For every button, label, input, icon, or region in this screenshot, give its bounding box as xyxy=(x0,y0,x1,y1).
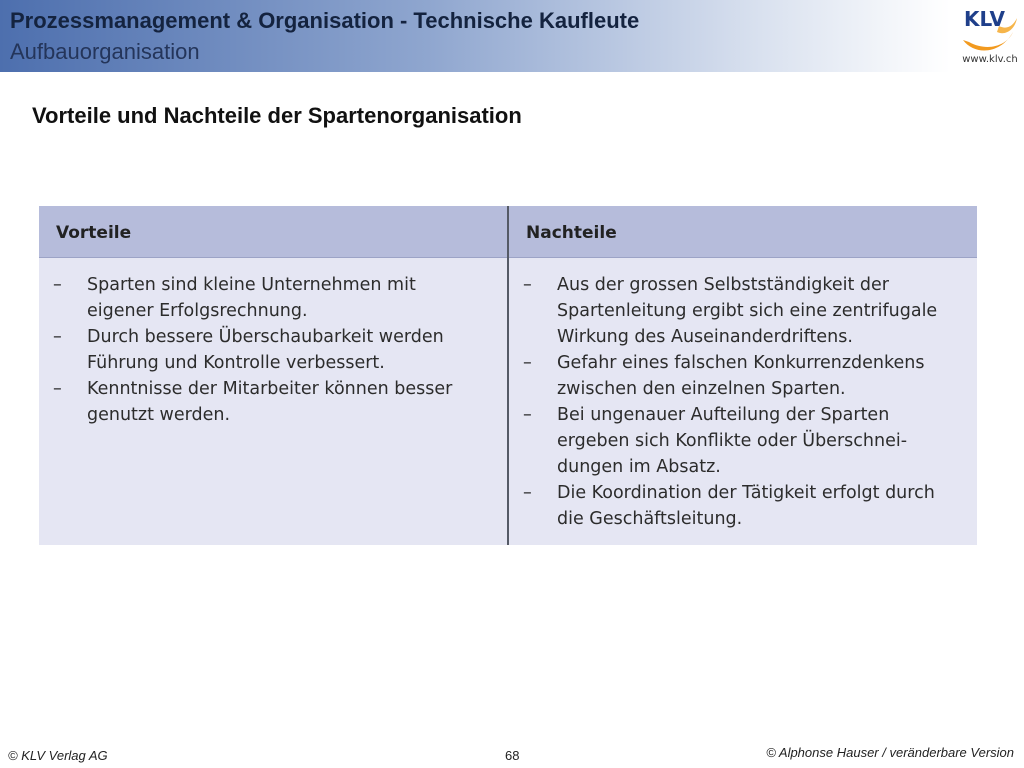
list-item-text: Bei ungenauer Aufteilung der Sparten ergeben sich Konflikte oder Überschnei- dungen im Absatz. xyxy=(557,405,908,477)
logo-url: www.klv.ch xyxy=(962,54,1018,65)
list-item xyxy=(523,272,973,350)
list-item xyxy=(523,402,973,480)
footer-author: © Alphonse Hauser / veränderbare Version xyxy=(766,745,1014,760)
advantages-disadvantages-table xyxy=(39,206,977,545)
vorteile-list xyxy=(53,272,501,428)
dash-bullet: – xyxy=(53,379,62,399)
header-subtitle: Aufbauorganisation xyxy=(10,39,200,64)
dash-bullet: – xyxy=(523,483,532,503)
list-item-text: Kenntnisse der Mitarbeiter können besser genutzt werden. xyxy=(87,379,453,425)
list-item-text: Durch bessere Überschaubarkeit werden Führung und Kontrolle verbessert. xyxy=(87,327,444,373)
klv-logo-graphic xyxy=(955,2,1021,54)
list-item xyxy=(53,324,501,376)
list-item-text: Aus der grossen Selbstständigkeit der Spartenleitung ergibt sich eine zentrifugale Wirkung des Auseinanderdriftens. xyxy=(557,275,938,347)
nachteile-list xyxy=(523,272,973,532)
header-nachteile: Nachteile xyxy=(508,206,977,258)
list-item-text: Die Koordination der Tätigkeit erfolgt durch die Geschäftsleitung. xyxy=(557,483,935,529)
list-item xyxy=(523,480,973,532)
logo-text: KLV xyxy=(964,7,1005,31)
header-vorteile: Vorteile xyxy=(39,206,508,258)
dash-bullet: – xyxy=(53,275,62,295)
dash-bullet: – xyxy=(523,275,532,295)
slide-title: Vorteile und Nachteile der Spartenorganisation xyxy=(32,103,522,128)
dash-bullet: – xyxy=(523,353,532,373)
footer-copyright: © KLV Verlag AG xyxy=(8,748,108,763)
list-item xyxy=(53,272,501,324)
list-item-text: Sparten sind kleine Unternehmen mit eigener Erfolgsrechnung. xyxy=(87,275,416,321)
list-item-text: Gefahr eines falschen Konkurrenzdenkens zwischen den einzelnen Sparten. xyxy=(557,353,925,399)
page-number: 68 xyxy=(505,748,520,763)
dash-bullet: – xyxy=(53,327,62,347)
dash-bullet: – xyxy=(523,405,532,425)
column-divider xyxy=(507,206,509,545)
list-item xyxy=(523,350,973,402)
list-item xyxy=(53,376,501,428)
header-title: Prozessmanagement & Organisation - Technische Kaufleute xyxy=(10,8,640,33)
